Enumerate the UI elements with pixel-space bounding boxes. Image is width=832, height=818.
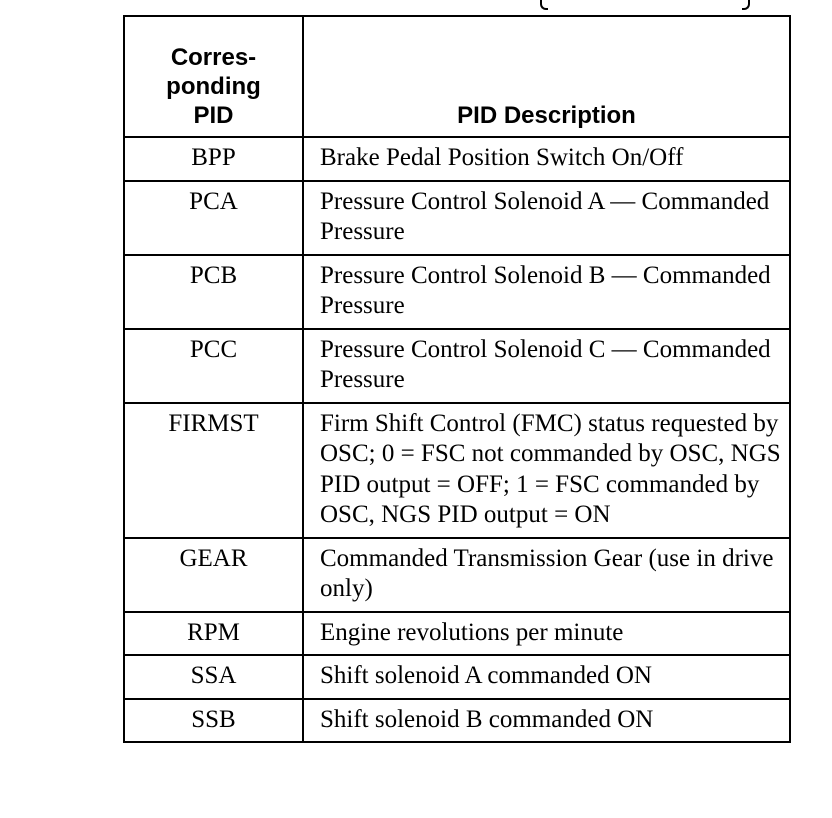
- pid-cell: SSA: [124, 655, 303, 699]
- pid-cell: PCB: [124, 255, 303, 329]
- description-cell: Shift solenoid B commanded ON: [303, 699, 790, 743]
- description-cell: Pressure Control Solenoid C — Commanded Pressure: [303, 329, 790, 403]
- pid-cell: SSB: [124, 699, 303, 743]
- header-line-1: Corres-: [170, 44, 257, 71]
- table-row: [124, 612, 790, 656]
- pid-cell: RPM: [124, 612, 303, 656]
- pid-cell: GEAR: [124, 538, 303, 612]
- table-body: [124, 137, 790, 742]
- pid-cell: BPP: [124, 137, 303, 181]
- pid-cell: PCC: [124, 329, 303, 403]
- table-row: [124, 655, 790, 699]
- table-row: [124, 403, 790, 538]
- cropped-caption-bracket: [540, 0, 750, 12]
- table-row: [124, 538, 790, 612]
- table-row: [124, 699, 790, 743]
- pid-table: [123, 15, 791, 743]
- description-cell: Firm Shift Control (FMC) status requested by OSC; 0 = FSC not commanded by OSC, NGS PID output = OFF; 1 = FSC commanded by OSC, NGS PID output = ON: [303, 403, 790, 538]
- table-row: [124, 181, 790, 255]
- header-line-3: PID: [193, 102, 234, 129]
- description-cell: Engine revolutions per minute: [303, 612, 790, 656]
- table-header: [124, 16, 790, 137]
- pid-cell: FIRMST: [124, 403, 303, 538]
- header-pid-description: PID Description: [303, 16, 790, 137]
- description-cell: Shift solenoid A commanded ON: [303, 655, 790, 699]
- description-cell: Brake Pedal Position Switch On/Off: [303, 137, 790, 181]
- left-bracket-fragment: [540, 0, 548, 10]
- description-cell: Pressure Control Solenoid B — Commanded Pressure: [303, 255, 790, 329]
- description-cell: Pressure Control Solenoid A — Commanded Pressure: [303, 181, 790, 255]
- header-row: [124, 16, 790, 137]
- header-line-2: ponding: [166, 73, 261, 100]
- pid-cell: PCA: [124, 181, 303, 255]
- header-corresponding-pid: [124, 16, 303, 137]
- right-bracket-fragment: [742, 0, 750, 10]
- table-row: [124, 329, 790, 403]
- table-row: [124, 255, 790, 329]
- table-row: [124, 137, 790, 181]
- description-cell: Commanded Transmission Gear (use in drive only): [303, 538, 790, 612]
